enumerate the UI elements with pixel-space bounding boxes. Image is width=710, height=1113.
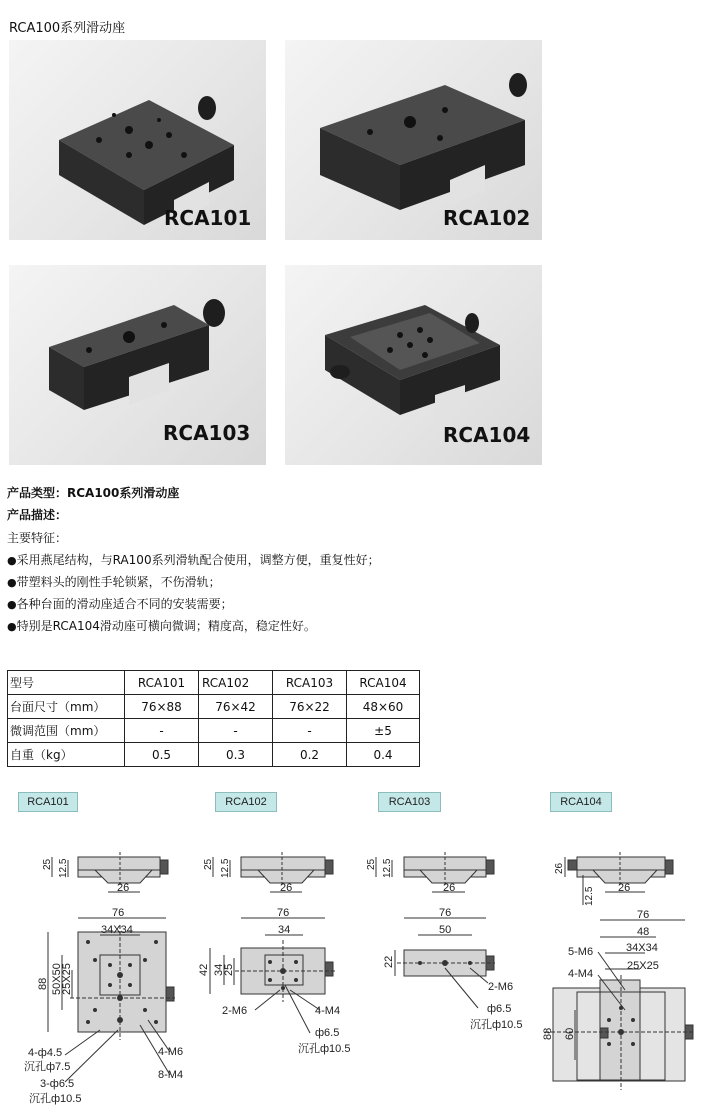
note-label: 8-M4: [158, 1069, 184, 1081]
table-cell: ±5: [347, 719, 420, 743]
dim-label: 26: [554, 862, 565, 874]
table-cell: -: [125, 719, 199, 743]
table-cell: 微调范围（mm）: [8, 719, 125, 743]
note-label: 4-M4: [315, 1005, 341, 1017]
note-label: 3-ф6.5: [40, 1078, 75, 1090]
dim-label: 34X34: [626, 942, 658, 954]
dim-label: 25: [366, 858, 377, 870]
table-cell: 0.4: [347, 743, 420, 767]
photo-label: RCA101: [164, 206, 252, 230]
table-cell: RCA101: [125, 671, 199, 695]
feature-item: [7, 574, 221, 591]
dim-label: 76: [637, 909, 650, 921]
dim-label: 76: [277, 907, 290, 919]
dim-label: 34X34: [101, 924, 133, 936]
spec-table: [7, 670, 420, 767]
bullet-icon: ●: [7, 576, 17, 589]
photo-label: RCA103: [163, 421, 251, 445]
dim-label: 12.5: [584, 886, 595, 906]
table-cell: RCA103: [273, 671, 347, 695]
page-title: RCA100系列滑动座: [9, 21, 126, 36]
dim-label: 34: [278, 924, 291, 936]
table-cell: 76×42: [199, 695, 273, 719]
table-cell: 0.5: [125, 743, 199, 767]
dim-label: 76: [112, 907, 125, 919]
technical-drawings: [0, 830, 710, 1113]
feature-item: [7, 552, 380, 569]
table-cell: RCA102: [199, 671, 273, 695]
drawing-tag-rca104: RCA104: [550, 792, 612, 812]
table-row: [8, 719, 420, 743]
feature-item: [7, 596, 233, 613]
dim-label: 34: [213, 963, 225, 976]
note-label: 沉孔ф10.5: [29, 1093, 82, 1105]
dim-label: 25X25: [61, 963, 73, 995]
dim-label: 26: [117, 882, 130, 894]
table-row: [8, 743, 420, 767]
table-cell: -: [273, 719, 347, 743]
note-label: 2-M6: [222, 1005, 248, 1017]
product-photo-rca101: [9, 40, 266, 240]
dim-label: 22: [383, 955, 395, 968]
bullet-icon: ●: [7, 598, 17, 611]
note-label: 4-M6: [158, 1046, 184, 1058]
note-label: 4-ф4.5: [28, 1047, 63, 1059]
dim-label: 50: [439, 924, 452, 936]
product-desc-heading: 产品描述：: [7, 508, 68, 522]
product-photo-rca104: [285, 265, 542, 465]
feature-text: 带塑料头的刚性手轮锁紧，不伤滑轨；: [16, 575, 221, 589]
dim-label: 26: [443, 882, 456, 894]
table-cell: 0.3: [199, 743, 273, 767]
table-cell: RCA104: [347, 671, 420, 695]
product-photo-rca102: [285, 40, 542, 240]
feature-text: 各种台面的滑动座适合不同的安装需要；: [16, 597, 233, 611]
features-heading: 主要特征：: [7, 531, 68, 545]
bullet-icon: ●: [7, 620, 17, 633]
table-cell: 48×60: [347, 695, 420, 719]
bullet-icon: ●: [7, 554, 17, 567]
dim-label: 26: [618, 882, 631, 894]
feature-text: 采用燕尾结构，与RA100系列滑轨配合使用，调整方便，重复性好；: [16, 553, 380, 567]
feature-item: [7, 618, 316, 635]
note-label: ф6.5: [315, 1027, 340, 1039]
photo-label: RCA104: [443, 423, 531, 447]
dim-label: 76: [439, 907, 452, 919]
dim-label: 88: [542, 1027, 554, 1040]
table-cell: 76×22: [273, 695, 347, 719]
dim-label: 12.5: [220, 858, 231, 878]
photo-label: RCA102: [443, 206, 531, 230]
dim-label: 26: [280, 882, 293, 894]
note-label: 4-M4: [568, 968, 594, 980]
table-cell: 0.2: [273, 743, 347, 767]
note-label: 2-M6: [488, 981, 514, 993]
dim-label: 88: [37, 977, 49, 990]
dim-label: 60: [564, 1027, 576, 1040]
product-type: 产品类型：RCA100系列滑动座: [7, 486, 180, 500]
feature-text: 特别是RCA104滑动座可横向微调；精度高，稳定性好。: [16, 619, 316, 633]
note-label: 沉孔ф10.5: [470, 1019, 523, 1031]
drawing-tag-rca102: RCA102: [215, 792, 277, 812]
table-cell: 自重（kg）: [8, 743, 125, 767]
dim-label: 48: [637, 926, 650, 938]
drawing-tag-rca101: RCA101: [18, 792, 78, 812]
table-cell: 76×88: [125, 695, 199, 719]
dim-label: 25: [203, 858, 214, 870]
dim-label: 25X25: [627, 960, 659, 972]
dim-label: 42: [198, 963, 210, 976]
table-row: [8, 695, 420, 719]
table-cell: -: [199, 719, 273, 743]
table-cell: 型号: [8, 671, 125, 695]
table-cell: 台面尺寸（mm）: [8, 695, 125, 719]
dim-label: 25: [42, 858, 53, 870]
product-photo-rca103: [9, 265, 266, 465]
dim-label: 12.5: [58, 858, 69, 878]
dim-label: 12.5: [382, 858, 393, 878]
dim-label: 50X50: [51, 963, 63, 995]
table-header-row: [8, 671, 420, 695]
note-label: 沉孔ф7.5: [24, 1061, 71, 1073]
drawing-tag-rca103: RCA103: [378, 792, 441, 812]
note-label: 沉孔ф10.5: [298, 1043, 351, 1055]
dim-label: 25: [223, 963, 235, 976]
note-label: 5-M6: [568, 946, 594, 958]
note-label: ф6.5: [487, 1003, 512, 1015]
